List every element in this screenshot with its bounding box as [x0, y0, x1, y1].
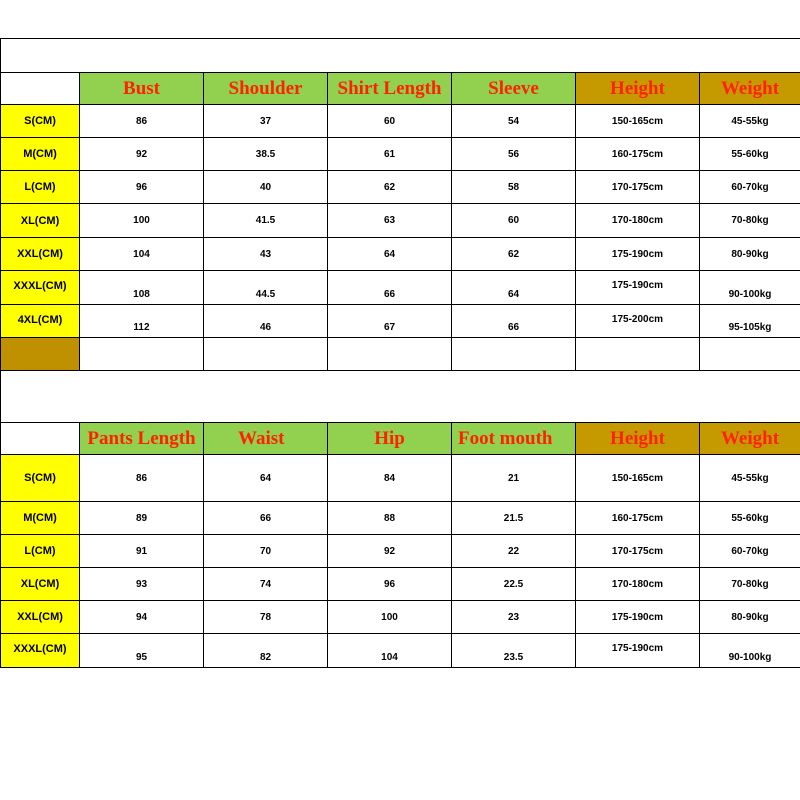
- height-value: 150-165cm: [576, 105, 700, 138]
- foot-mouth-value: 21: [452, 455, 576, 502]
- foot-mouth-value: 22: [452, 535, 576, 568]
- shoulder-value: 37: [204, 105, 328, 138]
- sleeve-value: 64: [452, 271, 576, 305]
- height-value: 160-175cm: [576, 502, 700, 535]
- bust-value: 104: [80, 238, 204, 271]
- size-label: M(CM): [1, 138, 80, 171]
- size-label: XXL(CM): [1, 601, 80, 634]
- pants-length-value: 86: [80, 455, 204, 502]
- size-label: 4XL(CM): [1, 305, 80, 338]
- bust-value: 100: [80, 204, 204, 238]
- shoulder-value: 41.5: [204, 204, 328, 238]
- bust-value: 108: [80, 271, 204, 305]
- hip-value: 88: [328, 502, 452, 535]
- shirt-length-value: 62: [328, 171, 452, 204]
- table-row: [1, 138, 800, 171]
- sleeve-value: 54: [452, 105, 576, 138]
- empty-cell: [452, 338, 576, 371]
- weight-value: 80-90kg: [700, 238, 800, 271]
- pants-length-value: 95: [80, 634, 204, 668]
- waist-value: 64: [204, 455, 328, 502]
- pants-header-weight: Weight: [700, 423, 800, 455]
- shoulder-value: 46: [204, 305, 328, 338]
- shirt-header-row: [1, 73, 800, 105]
- table-row: [1, 271, 800, 305]
- size-label: L(CM): [1, 171, 80, 204]
- table-gap: [0, 370, 800, 422]
- shoulder-value: 40: [204, 171, 328, 204]
- hip-value: 92: [328, 535, 452, 568]
- shirt-length-value: 64: [328, 238, 452, 271]
- shirt-length-value: 61: [328, 138, 452, 171]
- shirt-header-weight: Weight: [700, 73, 800, 105]
- weight-value: 90-100kg: [700, 271, 800, 305]
- shirt-length-value: 66: [328, 271, 452, 305]
- size-label: XXXL(CM): [1, 271, 80, 305]
- sleeve-value: 62: [452, 238, 576, 271]
- height-value: 150-165cm: [576, 455, 700, 502]
- pants-length-value: 91: [80, 535, 204, 568]
- hip-value: 84: [328, 455, 452, 502]
- table-row-empty: [1, 338, 800, 371]
- pants-length-value: 89: [80, 502, 204, 535]
- size-label: S(CM): [1, 105, 80, 138]
- shoulder-value: 38.5: [204, 138, 328, 171]
- top-blank-bar: [0, 38, 800, 72]
- pants-size-table: [0, 422, 800, 668]
- size-label: XXXL(CM): [1, 634, 80, 668]
- pants-header-row: [1, 423, 800, 455]
- size-label: S(CM): [1, 455, 80, 502]
- waist-value: 78: [204, 601, 328, 634]
- table-row: [1, 568, 800, 601]
- height-value: 170-180cm: [576, 568, 700, 601]
- hip-value: 96: [328, 568, 452, 601]
- sleeve-value: 56: [452, 138, 576, 171]
- empty-cell: [700, 338, 800, 371]
- bust-value: 92: [80, 138, 204, 171]
- table-row: [1, 171, 800, 204]
- weight-value: 60-70kg: [700, 535, 800, 568]
- size-label: L(CM): [1, 535, 80, 568]
- sleeve-value: 58: [452, 171, 576, 204]
- table-row: [1, 634, 800, 668]
- table-row: [1, 601, 800, 634]
- empty-cell: [80, 338, 204, 371]
- weight-value: 60-70kg: [700, 171, 800, 204]
- size-label: M(CM): [1, 502, 80, 535]
- size-label: XXL(CM): [1, 238, 80, 271]
- shirt-length-value: 60: [328, 105, 452, 138]
- weight-value: 45-55kg: [700, 455, 800, 502]
- foot-mouth-value: 23: [452, 601, 576, 634]
- table-row: [1, 502, 800, 535]
- weight-value: 70-80kg: [700, 204, 800, 238]
- pants-header-height: Height: [576, 423, 700, 455]
- height-value: 175-190cm: [576, 601, 700, 634]
- waist-value: 66: [204, 502, 328, 535]
- waist-value: 70: [204, 535, 328, 568]
- shirt-size-table: [0, 72, 800, 371]
- pants-length-value: 93: [80, 568, 204, 601]
- table-row: [1, 105, 800, 138]
- height-value: 175-190cm: [576, 238, 700, 271]
- shirt-header-shoulder: Shoulder: [204, 73, 328, 105]
- height-value: 175-200cm: [576, 305, 700, 338]
- height-value: 160-175cm: [576, 138, 700, 171]
- height-value: 170-175cm: [576, 171, 700, 204]
- pants-header-pants-length: Pants Length: [80, 423, 204, 455]
- empty-cell: [204, 338, 328, 371]
- empty-cell: [576, 338, 700, 371]
- weight-value: 55-60kg: [700, 138, 800, 171]
- size-label: XL(CM): [1, 204, 80, 238]
- table-row: [1, 238, 800, 271]
- pants-header-hip: Hip: [328, 423, 452, 455]
- shirt-header-bust: Bust: [80, 73, 204, 105]
- empty-cell: [328, 338, 452, 371]
- weight-value: 90-100kg: [700, 634, 800, 668]
- table-row: [1, 535, 800, 568]
- height-value: 175-190cm: [576, 634, 700, 668]
- waist-value: 74: [204, 568, 328, 601]
- pants-header-waist: Waist: [204, 423, 328, 455]
- height-value: 175-190cm: [576, 271, 700, 305]
- waist-value: 82: [204, 634, 328, 668]
- hip-value: 104: [328, 634, 452, 668]
- shirt-length-value: 63: [328, 204, 452, 238]
- foot-mouth-value: 23.5: [452, 634, 576, 668]
- shoulder-value: 44.5: [204, 271, 328, 305]
- weight-value: 55-60kg: [700, 502, 800, 535]
- shirt-header-sleeve: Sleeve: [452, 73, 576, 105]
- foot-mouth-value: 22.5: [452, 568, 576, 601]
- shirt-header-height: Height: [576, 73, 700, 105]
- empty-cell: [1, 338, 80, 371]
- weight-value: 80-90kg: [700, 601, 800, 634]
- shirt-length-value: 67: [328, 305, 452, 338]
- foot-mouth-value: 21.5: [452, 502, 576, 535]
- shirt-header-corner: [1, 73, 80, 105]
- bust-value: 96: [80, 171, 204, 204]
- sleeve-value: 66: [452, 305, 576, 338]
- height-value: 170-180cm: [576, 204, 700, 238]
- table-row: [1, 455, 800, 502]
- table-row: [1, 204, 800, 238]
- weight-value: 95-105kg: [700, 305, 800, 338]
- shoulder-value: 43: [204, 238, 328, 271]
- table-row: [1, 305, 800, 338]
- size-label: XL(CM): [1, 568, 80, 601]
- pants-header-foot-mouth: Foot mouth: [452, 423, 576, 455]
- bust-value: 86: [80, 105, 204, 138]
- sleeve-value: 60: [452, 204, 576, 238]
- weight-value: 45-55kg: [700, 105, 800, 138]
- pants-length-value: 94: [80, 601, 204, 634]
- height-value: 170-175cm: [576, 535, 700, 568]
- shirt-header-shirt-length: Shirt Length: [328, 73, 452, 105]
- pants-header-corner: [1, 423, 80, 455]
- bust-value: 112: [80, 305, 204, 338]
- hip-value: 100: [328, 601, 452, 634]
- weight-value: 70-80kg: [700, 568, 800, 601]
